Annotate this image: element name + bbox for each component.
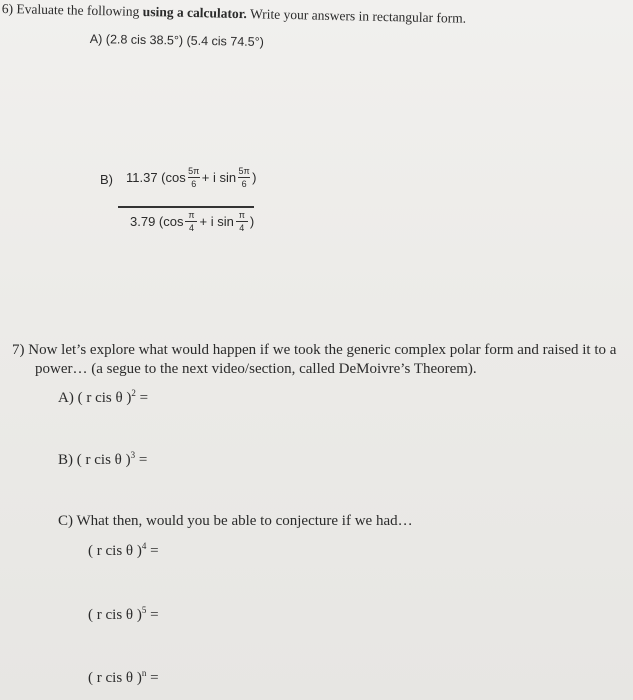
fraction-bar — [236, 221, 248, 222]
denominator-middle: + i sin — [199, 214, 234, 229]
item-equals: = — [150, 607, 159, 623]
problem-6a-label: A) — [89, 32, 103, 47]
item-base: ( r cis θ ) — [88, 607, 142, 623]
problem-7b-label: B) — [58, 452, 73, 468]
denominator-close: ) — [249, 214, 255, 229]
problem-7c-item — [88, 543, 159, 560]
fraction-top: π — [238, 210, 245, 220]
problem-7a-exponent: 2 — [131, 388, 136, 398]
problem-7a-base: ( r cis θ ) — [77, 390, 132, 406]
problem-7b-base: ( r cis θ ) — [76, 452, 131, 468]
problem-6-number: 6) — [1, 1, 14, 17]
problem-7c-item — [88, 670, 159, 687]
item-exponent: 5 — [141, 605, 147, 615]
item-base: ( r cis θ ) — [88, 543, 142, 559]
problem-7a — [58, 390, 148, 407]
fraction-top: π — [188, 210, 195, 220]
item-equals: = — [150, 543, 159, 559]
denominator-coefficient: 3.79 (cos — [130, 214, 184, 229]
main-fraction-bar — [118, 206, 254, 208]
numerator-coefficient: 11.37 (cos — [126, 170, 186, 185]
problem-6-instruction: Evaluate the following — [16, 1, 140, 19]
denominator-fraction-2 — [236, 210, 248, 233]
problem-7c — [58, 513, 413, 530]
problem-6-instruction-end: Write your answers in rectangular form. — [249, 6, 467, 26]
problem-7a-equals: = — [139, 390, 149, 406]
fraction-bar — [185, 221, 197, 222]
fraction-top: 5π — [238, 166, 250, 176]
problem-7-text-line-2: power… (a segue to the next video/section, called DeMoivre’s Theorem). — [35, 361, 477, 377]
numerator-close: ) — [252, 170, 257, 185]
problem-6-instruction-bold: using a calculator. — [142, 3, 248, 22]
problem-7a-label: A) — [58, 390, 74, 406]
fraction-bottom: 4 — [188, 223, 194, 233]
problem-6b-numerator — [122, 166, 256, 189]
fraction-top: 5π — [188, 166, 200, 176]
fraction-bar — [188, 177, 200, 178]
problem-7c-item — [88, 607, 159, 624]
problem-6a — [90, 32, 264, 49]
denominator-fraction-1 — [185, 210, 197, 233]
fraction-bar — [238, 177, 250, 178]
problem-6a-expression: (2.8 cis 38.5°) (5.4 cis 74.5°) — [105, 32, 264, 50]
problem-7b — [58, 452, 147, 469]
problem-7b-exponent: 3 — [130, 450, 136, 460]
item-exponent: n — [141, 668, 147, 678]
problem-7c-label: C) — [58, 513, 73, 529]
numerator-middle: + i sin — [201, 170, 237, 185]
item-equals: = — [150, 670, 159, 686]
problem-7c-text: What then, would you be able to conjecture if we had… — [76, 513, 413, 529]
problem-6b-label: B) — [100, 172, 113, 187]
item-base: ( r cis θ ) — [88, 670, 142, 686]
problem-7b-equals: = — [138, 452, 148, 468]
problem-6b-denominator — [130, 210, 254, 233]
fraction-bottom: 4 — [239, 223, 245, 233]
problem-6-heading — [2, 1, 467, 27]
fraction-bottom: 6 — [191, 179, 197, 189]
fraction-bottom: 6 — [241, 179, 247, 189]
numerator-fraction-2 — [238, 166, 250, 189]
item-exponent: 4 — [141, 541, 147, 551]
problem-7-text-line-1: 7) Now let’s explore what would happen if we took the generic complex polar form and raised it to a — [12, 342, 617, 358]
numerator-fraction-1 — [188, 166, 200, 189]
